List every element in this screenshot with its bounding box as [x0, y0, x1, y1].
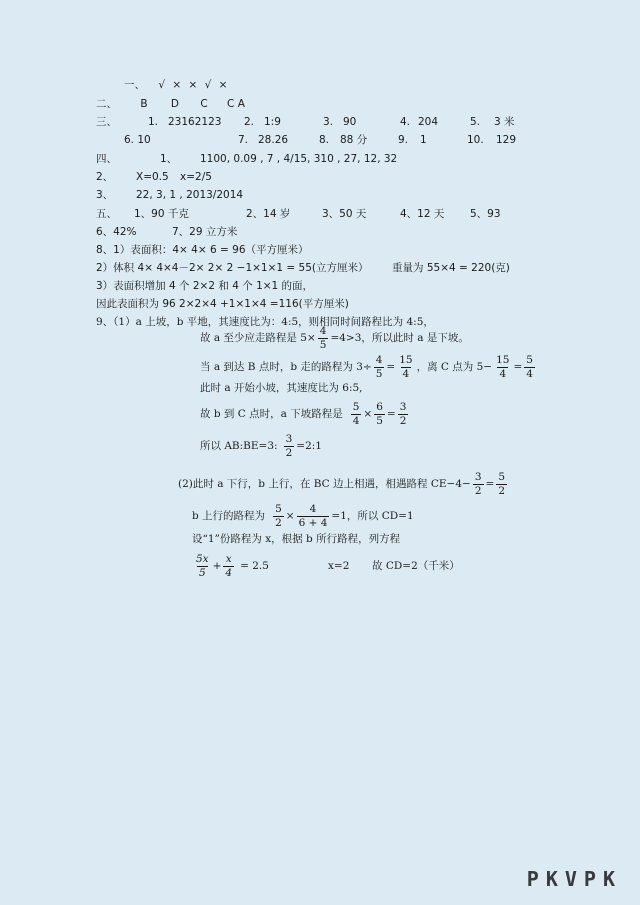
- math-line-9: $\frac{5x}{5}$ + $\frac{x}{4}$ = 2.5 x=2 故 CD=2（千米）: [196, 552, 460, 579]
- fraction: $\frac{15}{4}$: [496, 353, 510, 380]
- line-q9-1: 9、（1）a 上坡，b 平地，其速度比为：4:5，则相同时间路程比为 4:5，: [96, 316, 434, 328]
- line-section-5: 五、 1、90 千克 2、14 岁 3、50 天 4、12 天 5、93: [96, 208, 501, 220]
- math-line-5: 所以 AB:BE=3: $\frac{3}{2}$ =2:1: [200, 432, 322, 459]
- fraction: $\frac{4}{6 + 4}$: [298, 502, 328, 529]
- fraction: $\frac{15}{4}$: [399, 353, 413, 380]
- line-section-2: 二、 B D C C A: [96, 98, 245, 110]
- fraction: $\frac{5}{4}$: [352, 400, 360, 427]
- fraction: $\frac{6}{5}$: [376, 400, 383, 427]
- fraction: $\frac{4}{5}$: [375, 353, 383, 380]
- math-line-6: (2)此时 a 下行，b 上行，在 BC 边上相遇，相遇路程 CE−4− $\frac{3}{2}$ = $\frac{5}{2}$: [178, 470, 505, 497]
- math-line-2: 当 a 到达 B 点时，b 走的路程为 3÷ $\frac{4}{5}$ = $\frac{15}{4}$ ，离 C 点为 5− $\frac{15}{4}$ = $\frac{5}{4}$: [200, 353, 533, 380]
- line-q8-1: 8、1）表面积：4× 4× 6 = 96（平方厘米）: [96, 244, 309, 256]
- math-line-3: 此时 a 开始小坡，其速度比为 6:5,: [200, 382, 363, 394]
- line-section-3: 三、 1. 23162123 2. 1:9 3. 90 4. 204 5. 3 米: [96, 116, 515, 128]
- fraction: $\frac{3}{2}$: [474, 470, 482, 497]
- line-section-5b: 6、42% 7、29 立方米: [96, 226, 238, 238]
- fraction: $\frac{5x}{5}$: [196, 552, 209, 579]
- fraction: $\frac{5}{2}$: [275, 502, 282, 529]
- line-section-3b: 6. 10 7. 28.26 8. 88 分 9. 1 10. 129: [124, 134, 517, 146]
- line-q8-3: 3）表面积增加 4 个 2×2 和 4 个 1×1 的面，: [96, 280, 314, 292]
- fraction: $\frac{x}{4}$: [225, 552, 233, 579]
- line-q8-2: 2）体积 4× 4×4－2× 2× 2 −1×1×1 = 55(立方厘米） 重量为 55×4 = 220(克): [96, 262, 510, 274]
- fraction: $\frac{3}{2}$: [285, 432, 293, 459]
- line-section-4: 四、 1、 1100, 0.09 , 7 , 4/15, 310 , 27, 12, 32: [96, 153, 398, 165]
- math-line-4: 故 b 到 C 点时，a 下坡路程是 $\frac{5}{4}$ × $\frac{6}{5}$ = $\frac{3}{2}$: [200, 400, 407, 427]
- line-section-4b: 2、 X=0.5 x=2/5: [96, 171, 212, 183]
- math-line-7: b 上行的路程为 $\frac{5}{2}$ × $\frac{4}{6 + 4}$ =1，所以 CD=1: [192, 502, 414, 529]
- math-line-8: 设“1”份路程为 x，根据 b 所行路程，列方程: [192, 533, 401, 545]
- line-section-4c: 3、 22, 3, 1 , 2013/2014: [96, 189, 244, 201]
- line-q8-4: 因此表面积为 96 2×2×4 +1×1×4 =116(平方厘米): [96, 298, 349, 310]
- math-line-1: 故 a 至少应走路程是 5× $\frac{4}{5}$ =4>3，所以此时 a 是下坡。: [200, 324, 469, 351]
- fraction: $\frac{4}{5}$: [319, 324, 327, 351]
- fraction: $\frac{5}{4}$: [526, 353, 533, 380]
- watermark-logo: PKVPK: [526, 867, 622, 891]
- fraction: $\frac{5}{2}$: [498, 470, 505, 497]
- line-section-1: 一、 √ × × √ ×: [124, 79, 230, 91]
- fraction: $\frac{3}{2}$: [399, 400, 407, 427]
